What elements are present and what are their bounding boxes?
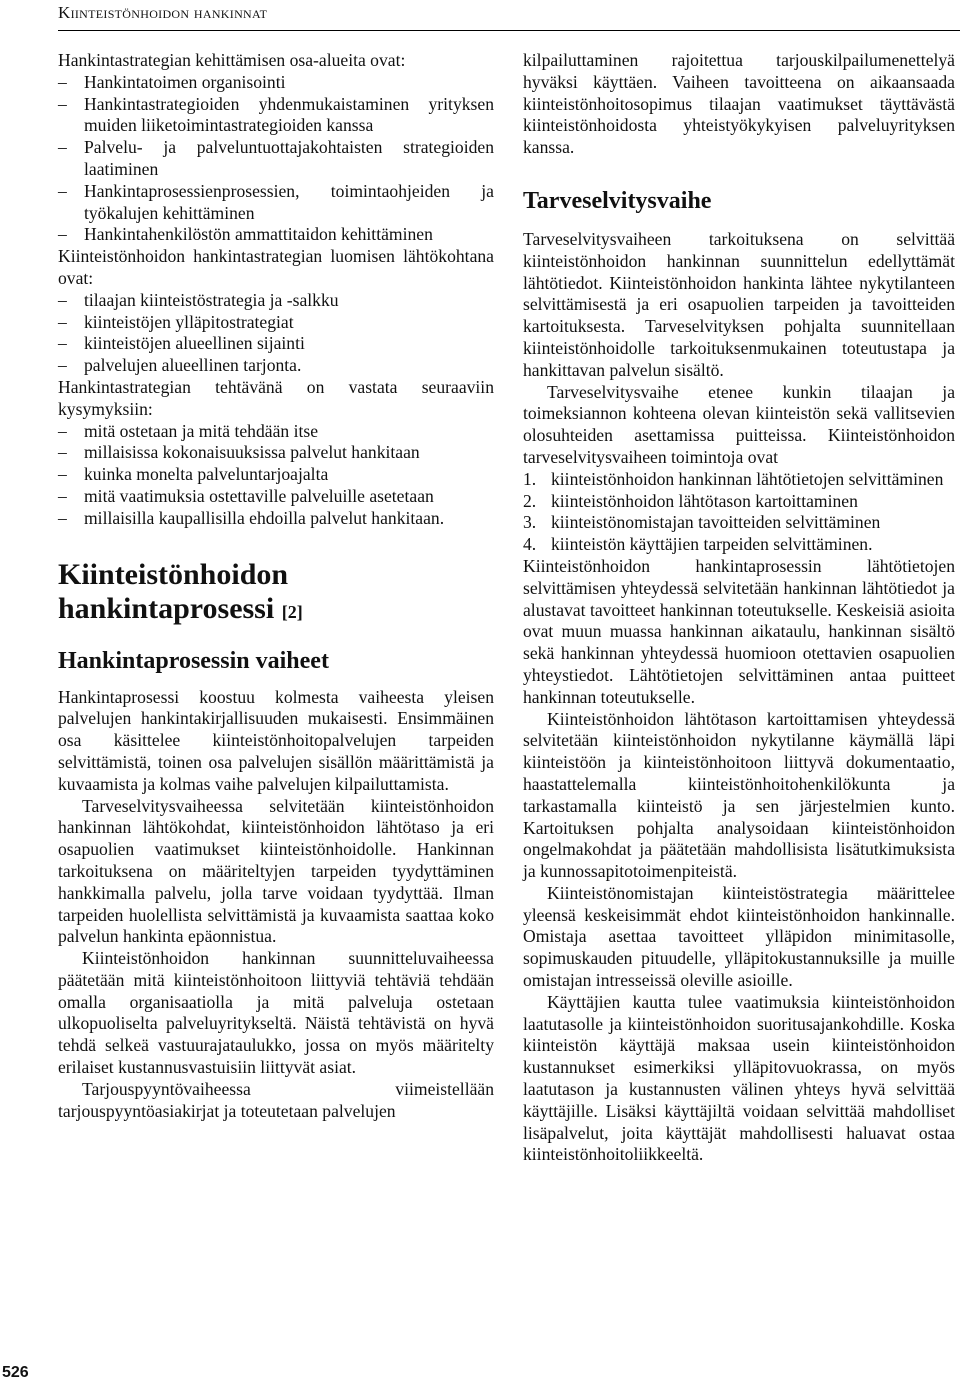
paragraph: Hankintastrategian kehittämisen osa-alueita ovat: <box>58 50 406 70</box>
paragraph: Kiinteistönomistajan kiinteistöstrategia määrittelee yleensä keskeisimmät ehdot kiinteistönhoidon hankinnalle. Omistaja asettaa tavoitteet ylläpidon minimitasolle, sopimuskauden pituudelle, ylläpitokustannuksille ja muille omistajan intresseissä oleville asioille. <box>523 882 955 991</box>
dash-list <box>58 72 494 246</box>
list-item: – Hankintaprosessienprosessien, toimintaohjeiden ja työkalujen kehittäminen <box>58 181 494 225</box>
subsection-heading: Hankintaprosessin vaiheet <box>58 647 329 674</box>
list-item: – Hankintastrategioiden yhdenmukaistaminen yrityksen muiden liiketoimintastrategioiden kanssa <box>58 94 494 138</box>
list-item: – kiinteistöjen ylläpitostrategiat <box>58 312 494 334</box>
list-text: kiinteistön käyttäjien tarpeiden selvittäminen. <box>551 534 873 555</box>
dash-list <box>58 290 494 377</box>
paragraph: kilpailuttaminen rajoitettua tarjouskilpailumenettelyä hyväksi käyttäen. Vaiheen tavoitteena on aikaansaada kiinteistönhoitosopimus tilaajan vaatimukset täyttävästä kiinteistönhoidosta yhteistyökykyisen palveluyrityksen kanssa. <box>523 50 955 158</box>
dash-list <box>58 421 494 530</box>
list-number: 1. <box>523 468 537 489</box>
list-text: kiinteistönhoidon lähtötason kartoittaminen <box>551 490 858 511</box>
paragraph: Tarjouspyyntövaiheessa viimeistellään tarjouspyyntöasiakirjat ja toteutetaan palvelujen <box>58 1078 494 1121</box>
paragraph: Tarveselvitysvaiheessa selvitetään kiinteistönhoidon hankinnan lähtökohdat, kiinteistönhoidon lähtötaso ja eri osapuolien vaatimukset kiinteistönhoidolle. Hankinnan tarkoituksena on määriteltyjen tarpeiden tyydyttäminen hankkimalla palvelu, jolla tarve voidaan tyydyttää. Ilman tarpeiden huolellista selvittämistä ja kuvaamista saattaa koko palvelun hankinta epäonnistua. <box>58 795 494 947</box>
paragraph: Kiinteistönhoidon lähtötason kartoittamisen yhteydessä selvitetään kiinteistönhoidon nykytilanne käymällä läpi kiinteistöön ja kiinteistönhoitoon liittyvä dokumentaatio, haastattelemalla kiinteistönhoitohenkilökunta ja tarkastamalla kiinteistö ja sen järjestelmien kunto. Kartoituksen pohjalta analysoidaan kiinteistönhoidon ongelmakohdat ja päätetään mahdollisista lisätutkimuksista ja kunnossapitotoimenpiteistä. <box>523 708 955 882</box>
list-item: – Hankintatoimen organisointi <box>58 72 494 94</box>
right-column <box>523 50 955 1166</box>
list-item <box>523 469 955 491</box>
reference-marker: [2] <box>281 601 303 622</box>
paragraph: Kiinteistönhoidon hankinnan suunnitteluvaiheessa päätetään mitä kiinteistönhoitoon liittyviä tehtäviä tehdään omalla organisaatiolla ja mitä palveluja ostetaan ulkopuoliselta palveluyritykseltä. Näistä tehtävistä on hyvä tehdä selkeä vastuurajataulukko, jossa on myös määritelty erilaiset kustannusvastuisiin liittyvät asiat. <box>58 948 494 1078</box>
running-header: Kiinteistönhoidon hankinnat <box>58 3 268 22</box>
list-item: – palvelujen alueellinen tarjonta. <box>58 355 494 377</box>
list-item: – mitä ostetaan ja mitä tehdään itse <box>58 421 494 443</box>
list-number: 4. <box>523 534 537 555</box>
list-item <box>523 512 955 534</box>
list-item <box>523 534 955 556</box>
list-item: – millaisilla kaupallisilla ehdoilla palvelut hankitaan. <box>58 508 494 530</box>
left-column <box>58 50 494 1122</box>
paragraph: Kiinteistönhoidon hankintastrategian luomisen lähtökohtana ovat: <box>58 246 494 288</box>
paragraph: Käyttäjien kautta tulee vaatimuksia kiinteistönhoidon laatutasolle ja kiinteistönhoidon suoritusajankohdille. Koska kiinteistön käyttäjä maksaa usein kiinteistönhoidon kustannukset esimerkiksi ylläpitovuokrassa, on myös laatutason ja kustannusten välinen yhteys hyvä selvittää käyttäjille. Lisäksi käyttäjiltä voidaan selvittää mahdolliset lisäpalvelut, joita käyttäjät mahdollisesti haluavat ostaa kiinteistönhoitoliikkeeltä. <box>523 991 955 1165</box>
list-item: – Palvelu- ja palveluntuottajakohtaisten strategioiden laatiminen <box>58 137 494 181</box>
list-item: – kuinka monelta palveluntarjoajalta <box>58 464 494 486</box>
list-text: kiinteistönomistajan tavoitteiden selvittäminen <box>551 512 881 533</box>
list-text: kiinteistönhoidon hankinnan lähtötietojen selvittäminen <box>551 468 944 489</box>
page-number: 526 <box>2 1364 29 1381</box>
list-item: – kiinteistöjen alueellinen sijainti <box>58 333 494 355</box>
section-heading <box>58 558 494 629</box>
list-item: – Hankintahenkilöstön ammattitaidon kehittäminen <box>58 224 494 246</box>
list-item: – tilaajan kiinteistöstrategia ja -salkku <box>58 290 494 312</box>
paragraph: Hankintaprosessi koostuu kolmesta vaiheesta yleisen palvelujen hankintakirjallisuuden mukaisesti. Ensimmäinen osa käsittelee kiinteistönhoitopalvelujen tarpeiden selvittämistä, toinen osa palvelujen sisällön määrittämistä ja kuvaamista ja kolmas vaihe palvelujen kilpailuttamista. <box>58 686 494 794</box>
list-item <box>523 491 955 513</box>
subsection-heading: Tarveselvitysvaihe <box>523 187 712 214</box>
section-heading-text: Kiinteistönhoidon hankintaprosessi <box>58 557 289 625</box>
paragraph: Hankintastrategian tehtävänä on vastata seuraaviin kysymyksiin: <box>58 376 494 419</box>
paragraph: Kiinteistönhoidon hankintaprosessin lähtötietojen selvittämisen yhteydessä selvitetään hankinnan lähtötiedot ja alustavat tavoitteet hankinnan toteutukselle. Keskeisiä asioita ovat muun muassa hankinnan aikataulu, hankinnan sisältö sekä hankinnan yhteydessä huomioon otettavien osapuolien yhteystiedot. Lähtötietojen selvittäminen antaa puitteet hankinnan toteutukselle. <box>523 555 955 707</box>
header-rule <box>58 30 960 31</box>
paragraph: Tarveselvitysvaihe etenee kunkin tilaajan ja toimeksiannon kohteena olevan kiinteistön sekä vallitsevien olosuhteiden asettamissa puitteissa. Kiinteistönhoidon tarveselvitysvaiheen toimintoja ovat <box>523 381 955 467</box>
numbered-list <box>523 469 955 556</box>
list-number: 2. <box>523 490 537 511</box>
paragraph: Tarveselvitysvaiheen tarkoituksena on selvittää kiinteistönhoidon hankinnan suunnittelun edellyttämät lähtötiedot. Kiinteistönhoidon hankinta lähtee nykytilanteen selvittämisestä ja eri osapuolien tarpeiden ja tavoitteiden kartoituksesta. Tarveselvityksen pohjalta suunnitellaan kiinteistönhoidolle tarkoituksenmukainen toteutustapa ja hankittavan palvelun sisältö. <box>523 228 955 380</box>
list-number: 3. <box>523 512 537 533</box>
list-item: – mitä vaatimuksia ostettaville palveluille asetetaan <box>58 486 494 508</box>
list-item: – millaisissa kokonaisuuksissa palvelut hankitaan <box>58 442 494 464</box>
